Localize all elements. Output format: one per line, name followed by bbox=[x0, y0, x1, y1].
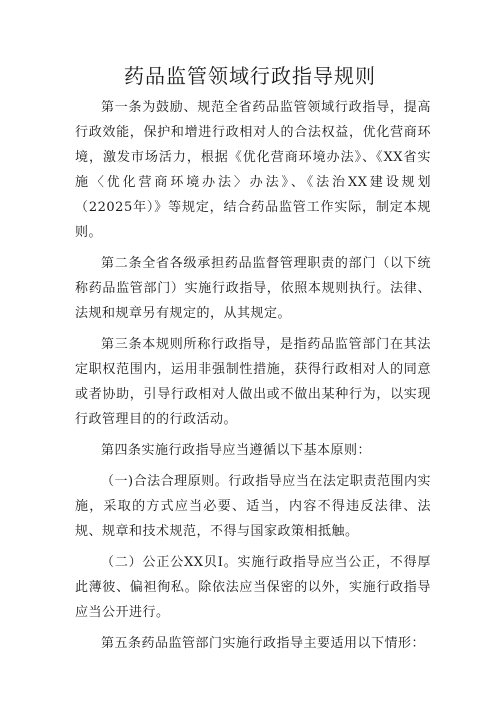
paragraph-principle-1: （一)合法合理原则。行政指导应当在法定职责范围内实施，采取的方式应当必要、适当，内容不得违反法律、法规、规章和技术规范，不得与国家政策相抵触。 bbox=[75, 474, 431, 539]
document-title: 药品监管领域行政指导规则 bbox=[124, 64, 376, 88]
paragraph-principle-2: （二）公正公XX贝I。实施行政指导应当公正，不得厚此薄彼、偏袒徇私。除依法应当保密的以外，实施行政指导应当公开进行。 bbox=[75, 555, 431, 620]
paragraph-article-2: 第二条全省各级承担药品监督管理职责的部门（以下统称药品监管部门）实施行政指导，依照本规则执行。法律、法规和规章另有规定的，从其规定。 bbox=[75, 256, 431, 321]
document-body bbox=[75, 95, 431, 662]
paragraph-article-5: 第五条药品监管部门实施行政指导主要适用以下情形： bbox=[101, 636, 426, 651]
paragraph-article-3: 第三条本规则所称行政指导，是指药品监管部门在其法定职权范围内，运用非强制性措施，获得行政相对人的同意或者协助，引导行政相对人做出或不做出某种行为，以实现行政管理目的的行政活动。 bbox=[75, 337, 431, 427]
paragraph-article-4: 第四条实施行政指导应当遵循以下基本原则： bbox=[101, 443, 372, 458]
paragraph-article-1: 第一条为鼓励、规范全省药品监管领域行政指导，提高行政效能，保护和增进行政相对人的合法权益，优化营商环境，激发市场活力，根据《优化营商环境办法》、《XX省实施〈优化营商环境办法〉办法》、《法治XX建设规划（22025年）》等规定，结合药品监管工作实际，制定本规则。 bbox=[75, 100, 431, 240]
